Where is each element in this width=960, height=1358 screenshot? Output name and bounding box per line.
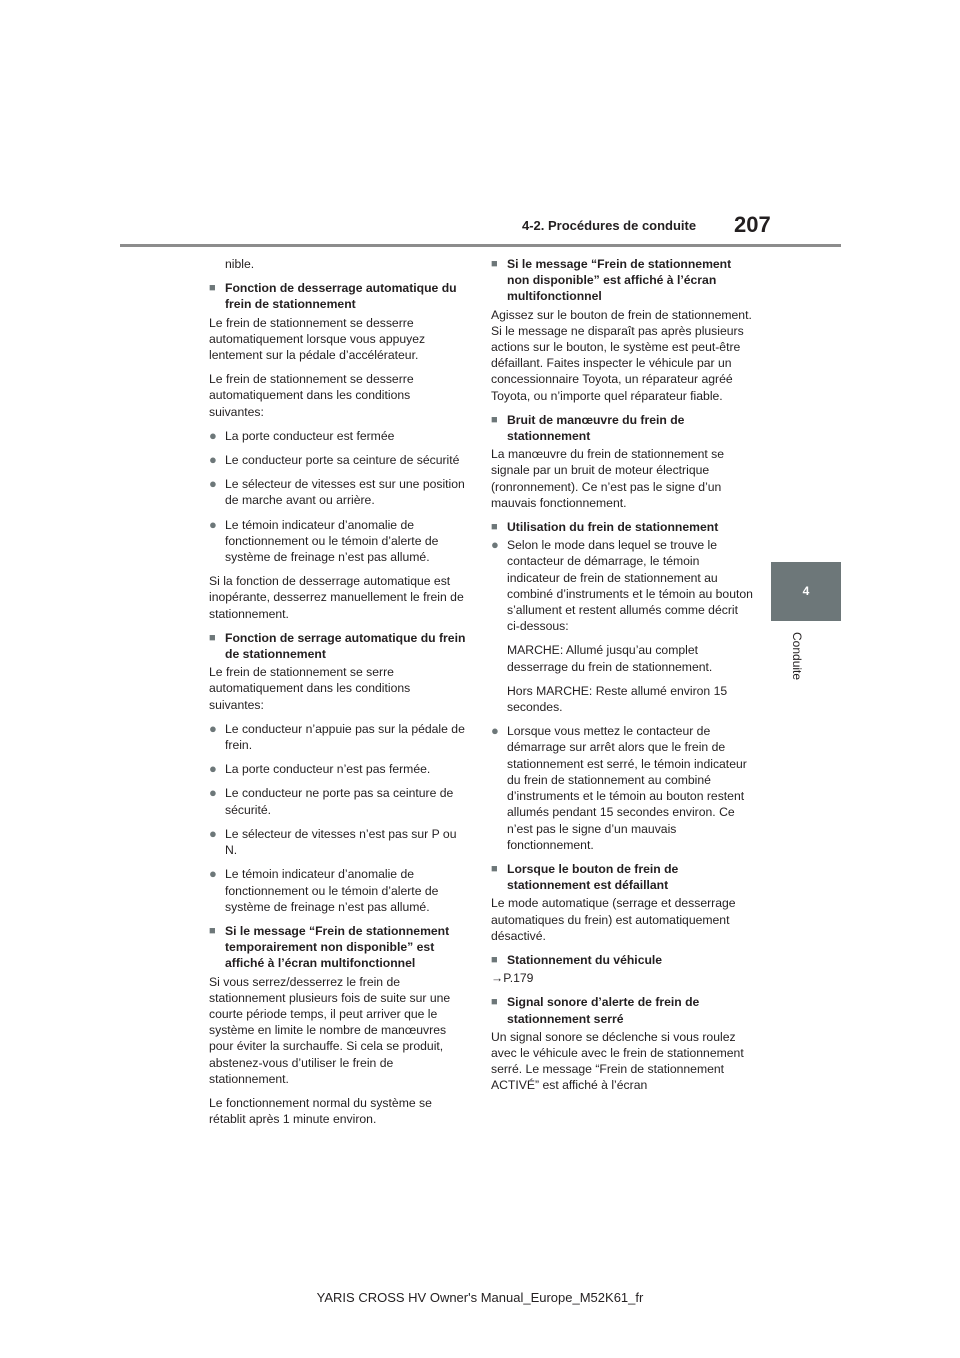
section-heading-text: Si le message “Frein de stationnement non disponible” est affiché à l’écran multifonctionnel bbox=[507, 257, 732, 304]
section-heading-text: Bruit de manœuvre du frein de stationnement bbox=[507, 412, 685, 444]
bullet-item-text: Le témoin indicateur d’anomalie de fonctionnement ou le témoin d’alerte de système de freinage n’est pas allumé. bbox=[225, 517, 439, 565]
round-bullet-icon: ● bbox=[209, 720, 217, 736]
bullet-item-text: La porte conducteur n’est pas fermée. bbox=[225, 762, 431, 777]
square-bullet-icon: ■ bbox=[209, 631, 216, 644]
square-bullet-icon: ■ bbox=[491, 953, 498, 966]
section-heading-text: Signal sonore d’alerte de frein de stationnement serré bbox=[507, 995, 700, 1026]
paragraph: Hors MARCHE: Reste allumé environ 15 secondes. bbox=[507, 683, 728, 715]
square-bullet-icon: ■ bbox=[209, 282, 216, 295]
paragraph: La manœuvre du frein de stationnement se signale par un bruit de moteur électrique (ronronnement). Ce n’est pas le signe d’un mauvais fonctionnement. bbox=[491, 447, 725, 510]
header-rule bbox=[120, 244, 841, 247]
square-bullet-icon: ■ bbox=[491, 258, 498, 270]
section-heading-text: Si le message “Frein de stationnement temporairement non disponible” est affiché à l’écran multifonctionnel bbox=[225, 923, 450, 971]
round-bullet-icon: ● bbox=[209, 427, 217, 443]
round-bullet-icon: ● bbox=[209, 761, 217, 777]
section-heading-text: Fonction de serrage automatique du frein de stationnement bbox=[225, 630, 466, 662]
bullet-item-text: Lorsque vous mettez le contacteur de démarrage sur arrêt alors que le frein de stationnement est serré, le témoin indicateur du frein de stationnement au combiné d’instruments et le témoin au bouton restent allumés pendant 15 secondes environ. Ce n’est pas le signe d’un mauvais fonctionnement. bbox=[507, 724, 747, 852]
header-section-title: 4-2. Procédures de conduite bbox=[522, 218, 697, 233]
footer-manual-id: YARIS CROSS HV Owner's Manual_Europe_M52K61_fr bbox=[316, 1290, 644, 1305]
paragraph: Agissez sur le bouton de frein de stationnement. Si le message ne disparaît pas après plusieurs actions sur le bouton, le système est peut-être défaillant. Faites inspecter le véhicule par un concessionnaire Toyota, un réparateur agréé Toyota, ou n’importe quel réparateur fiable. bbox=[491, 307, 752, 403]
paragraph: nible. bbox=[225, 257, 255, 271]
square-bullet-icon: ■ bbox=[491, 521, 498, 534]
section-heading bbox=[491, 256, 753, 305]
round-bullet-icon: ● bbox=[209, 866, 217, 882]
paragraph: Un signal sonore se déclenche si vous roulez avec le véhicule avec le frein de stationnement serré. Le message “Frein de stationnement ACTIVÉ” est affiché à l’écran bbox=[491, 1029, 744, 1093]
paragraph: Le frein de stationnement se desserre automatiquement lorsque vous appuyez lentement sur la pédale d’accélérateur. bbox=[209, 315, 426, 363]
round-bullet-icon: ● bbox=[209, 476, 217, 492]
section-heading-text: Lorsque le bouton de frein de stationnement est défaillant bbox=[507, 861, 679, 893]
paragraph: MARCHE: Allumé jusqu’au complet desserrage du frein de stationnement. bbox=[507, 643, 713, 674]
bullet-item-text: La porte conducteur est fermée bbox=[225, 428, 395, 443]
bullet-item bbox=[209, 785, 467, 817]
bullet-item bbox=[209, 452, 467, 468]
right-column bbox=[491, 256, 753, 1102]
bullet-item-text: Le sélecteur de vitesses n’est pas sur P ou N. bbox=[225, 826, 457, 858]
paragraph: →P.179 bbox=[491, 971, 534, 986]
paragraph: Le mode automatique (serrage et desserrage automatiques du frein) est automatiquement désactivé. bbox=[491, 896, 736, 943]
section-heading bbox=[491, 412, 753, 444]
paragraph: Le fonctionnement normal du système se rétablit après 1 minute environ. bbox=[209, 1095, 432, 1127]
square-bullet-icon: ■ bbox=[491, 996, 498, 1009]
bullet-item-text: Le conducteur porte sa ceinture de sécurité bbox=[225, 453, 460, 468]
page-number: 207 bbox=[734, 212, 771, 237]
bullet-item bbox=[209, 476, 467, 508]
bullet-item bbox=[491, 537, 753, 634]
section-heading-text: Utilisation du frein de stationnement bbox=[507, 520, 719, 535]
bullet-item bbox=[209, 761, 467, 777]
bullet-item bbox=[209, 866, 467, 915]
section-heading-text: Fonction de desserrage automatique du frein de stationnement bbox=[225, 281, 457, 312]
bullet-item-text: Le témoin indicateur d’anomalie de fonctionnement ou le témoin d’alerte de système de freinage n’est pas allumé. bbox=[225, 867, 439, 914]
bullet-item bbox=[209, 428, 467, 444]
section-heading bbox=[491, 994, 753, 1026]
section-heading bbox=[209, 923, 467, 972]
round-bullet-icon: ● bbox=[209, 452, 217, 468]
section-heading bbox=[491, 519, 753, 535]
square-bullet-icon: ■ bbox=[209, 924, 216, 937]
round-bullet-icon: ● bbox=[491, 723, 499, 739]
paragraph: Si vous serrez/desserrez le frein de stationnement plusieurs fois de suite sur une courte période temps, il peut arriver que le système en limite le nombre de manœuvres pour éviter la surchauffe. Si cela se produit, abstenez-vous d’utiliser le frein de stationnement. bbox=[209, 974, 451, 1086]
round-bullet-icon: ● bbox=[209, 825, 217, 841]
square-bullet-icon: ■ bbox=[491, 862, 498, 875]
section-heading-text: Stationnement du véhicule bbox=[507, 952, 663, 967]
round-bullet-icon: ● bbox=[209, 785, 217, 801]
chapter-tab: 4 bbox=[771, 562, 841, 621]
chapter-label: Conduite bbox=[790, 632, 804, 681]
bullet-item-text: Le conducteur ne porte pas sa ceinture de sécurité. bbox=[225, 786, 454, 817]
paragraph: Si la fonction de desserrage automatique est inopérante, desserrez manuellement le frein de stationnement. bbox=[209, 574, 464, 621]
bullet-item bbox=[209, 826, 467, 858]
round-bullet-icon: ● bbox=[491, 537, 499, 553]
section-heading bbox=[491, 952, 753, 968]
bullet-item bbox=[209, 721, 467, 753]
paragraph: Le frein de stationnement se serre automatiquement dans les conditions suivantes: bbox=[209, 665, 411, 712]
paragraph: Le frein de stationnement se desserre automatiquement dans les conditions suivantes: bbox=[209, 372, 414, 419]
bullet-item bbox=[209, 517, 467, 566]
section-heading bbox=[209, 280, 467, 312]
left-column bbox=[209, 256, 467, 1135]
bullet-item-text: Le conducteur n’appuie pas sur la pédale de frein. bbox=[225, 721, 465, 753]
bullet-item-text: Le sélecteur de vitesses est sur une position de marche avant ou arrière. bbox=[225, 477, 465, 508]
bullet-item bbox=[491, 723, 753, 853]
round-bullet-icon: ● bbox=[209, 516, 217, 532]
section-heading bbox=[491, 861, 753, 893]
square-bullet-icon: ■ bbox=[491, 413, 498, 426]
bullet-item-text: Selon le mode dans lequel se trouve le contacteur de démarrage, le témoin indicateur de frein de stationnement au combiné d’instruments et le témoin au bouton s’allument et restent allumés comme décrit ci-dessous: bbox=[507, 538, 753, 634]
section-heading bbox=[209, 630, 467, 662]
